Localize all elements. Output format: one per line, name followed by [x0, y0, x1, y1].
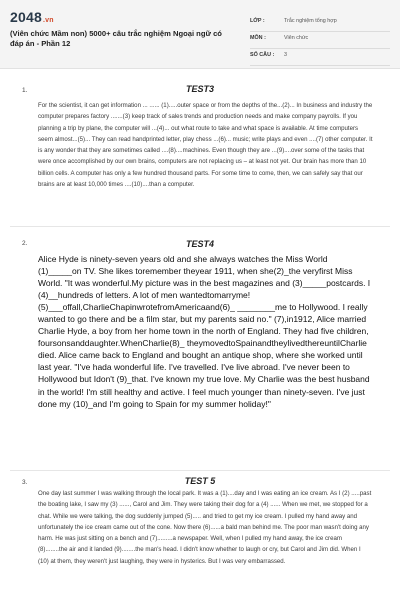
question-text: Alice Hyde is ninety-seven years old and she always watches the Miss World (1)_____on TV. She likes toremember theyear 1911, when she(2)_the veryfirst Miss World. "It was wonderful.My picture was in the best magazines and (3)_____postcards. I (4)__hundreds of letters. A lot of men wantedtomarryme!(5)___offall,CharlieChapinwrotefromAmericaand(6)_ ________me to Hollywood. I really wanted to go there and be a film star, but my parents said no." (7),in1912, Alice married Charlie Hyde, a boy from her home town in the north of England. They had five children, foursonsanddaughter.WhenCharlie(8)_ theymovedtoSpainandtheylivedthereuntilCharlie died. Alice came back to England and bought an antique shop, where she worked until last year. "I've hada wonderful life. I've travelled. I've live abroad. I've never been to Hollywood but Idon't (9)_that. I've known my true love. My Charlie was the best husband in the world! I'm still healthy and active. I feel much younger than ninety-seven. I've just done my (10)_and I'm going to Spain for my summer holiday!" [38, 254, 371, 409]
meta-row-question-count [250, 49, 390, 66]
question-text: One day last summer I was walking through the local park. It was a (1)....day and I was eating an ice cream. As I (2) .....past the boating lake, I saw my (3) ......, Carol and Jim. They were taking their dog for a (4) ...... When we met, we stopped for a chat. While we were talking, the dog suddenly jumped (5)..... and tried to get my ice cream. I pulled my hand away and unfortunately the ice cream came out of the cone. Now there (6)......a bald man behind me. The poor man wasn't doing any harm. He was just sitting on a bench and (7).........a newspaper. Well, when I pulled my hand away, the ice cream (8)........the air and it landed (9)........the man's head. I didn't know whether to laugh or cry, but Carol and Jim did. When I (10) at them, they weren't just laughing, they were in hysterics. But I was very embarrassed. [38, 490, 372, 565]
site-logo[interactable] [10, 9, 54, 25]
test-title: TEST4 [185, 239, 214, 249]
meta-label: LỚP : [250, 18, 265, 24]
question-number: 1. [22, 87, 28, 94]
document-meta [250, 15, 390, 66]
test-title: TEST3 [185, 84, 214, 94]
logo-suffix: .vn [42, 17, 54, 24]
question-divider [10, 470, 390, 471]
logo-text: 2048 [10, 9, 42, 25]
page-header [0, 0, 400, 69]
question-text: For the scientist, it can get information ... ...... (1).....outer space or from the depths of the...(2)... In business and industry the computer prepares factory .......(3) keep track of sales trends and production needs and make company payrolls. If you planning a trip by plane, the computer will ...(4)... out what route to take and what space is available. At time computers seem almost...(5)... They can read handprinted letter, play chess ...(6)... music; write plays and even ....(7) other computer. It is any wonder that they are sometimes called ....(8)....machines. Even though they are ...(9)....over some of the tasks that were once accomplished by our own brains, computers are not replacing us – at least not yet. Our brain has more than 10 billion cells. A computer has only a few hundred thousand parts. For some time to come, then, we can safely say that our brains are at least 10,000 times ....(10)....than a computer. [38, 102, 373, 189]
meta-label: SỐ CÂU : [250, 52, 275, 58]
question-divider [10, 226, 390, 227]
meta-value: Viên chức [284, 35, 309, 41]
meta-value: Trắc nghiệm tổng hợp [284, 18, 337, 24]
document-title: (Viên chức Mầm non) 5000+ câu trắc nghiệm Ngoại ngữ có đáp án - Phần 12 [10, 29, 222, 48]
question-number: 2. [22, 240, 28, 247]
meta-row-subject [250, 32, 390, 49]
question-number: 3. [22, 479, 28, 486]
meta-label: MÔN : [250, 35, 266, 41]
test-title: TEST 5 [184, 476, 216, 486]
meta-row-class [250, 15, 390, 32]
meta-value: 3 [284, 52, 287, 58]
